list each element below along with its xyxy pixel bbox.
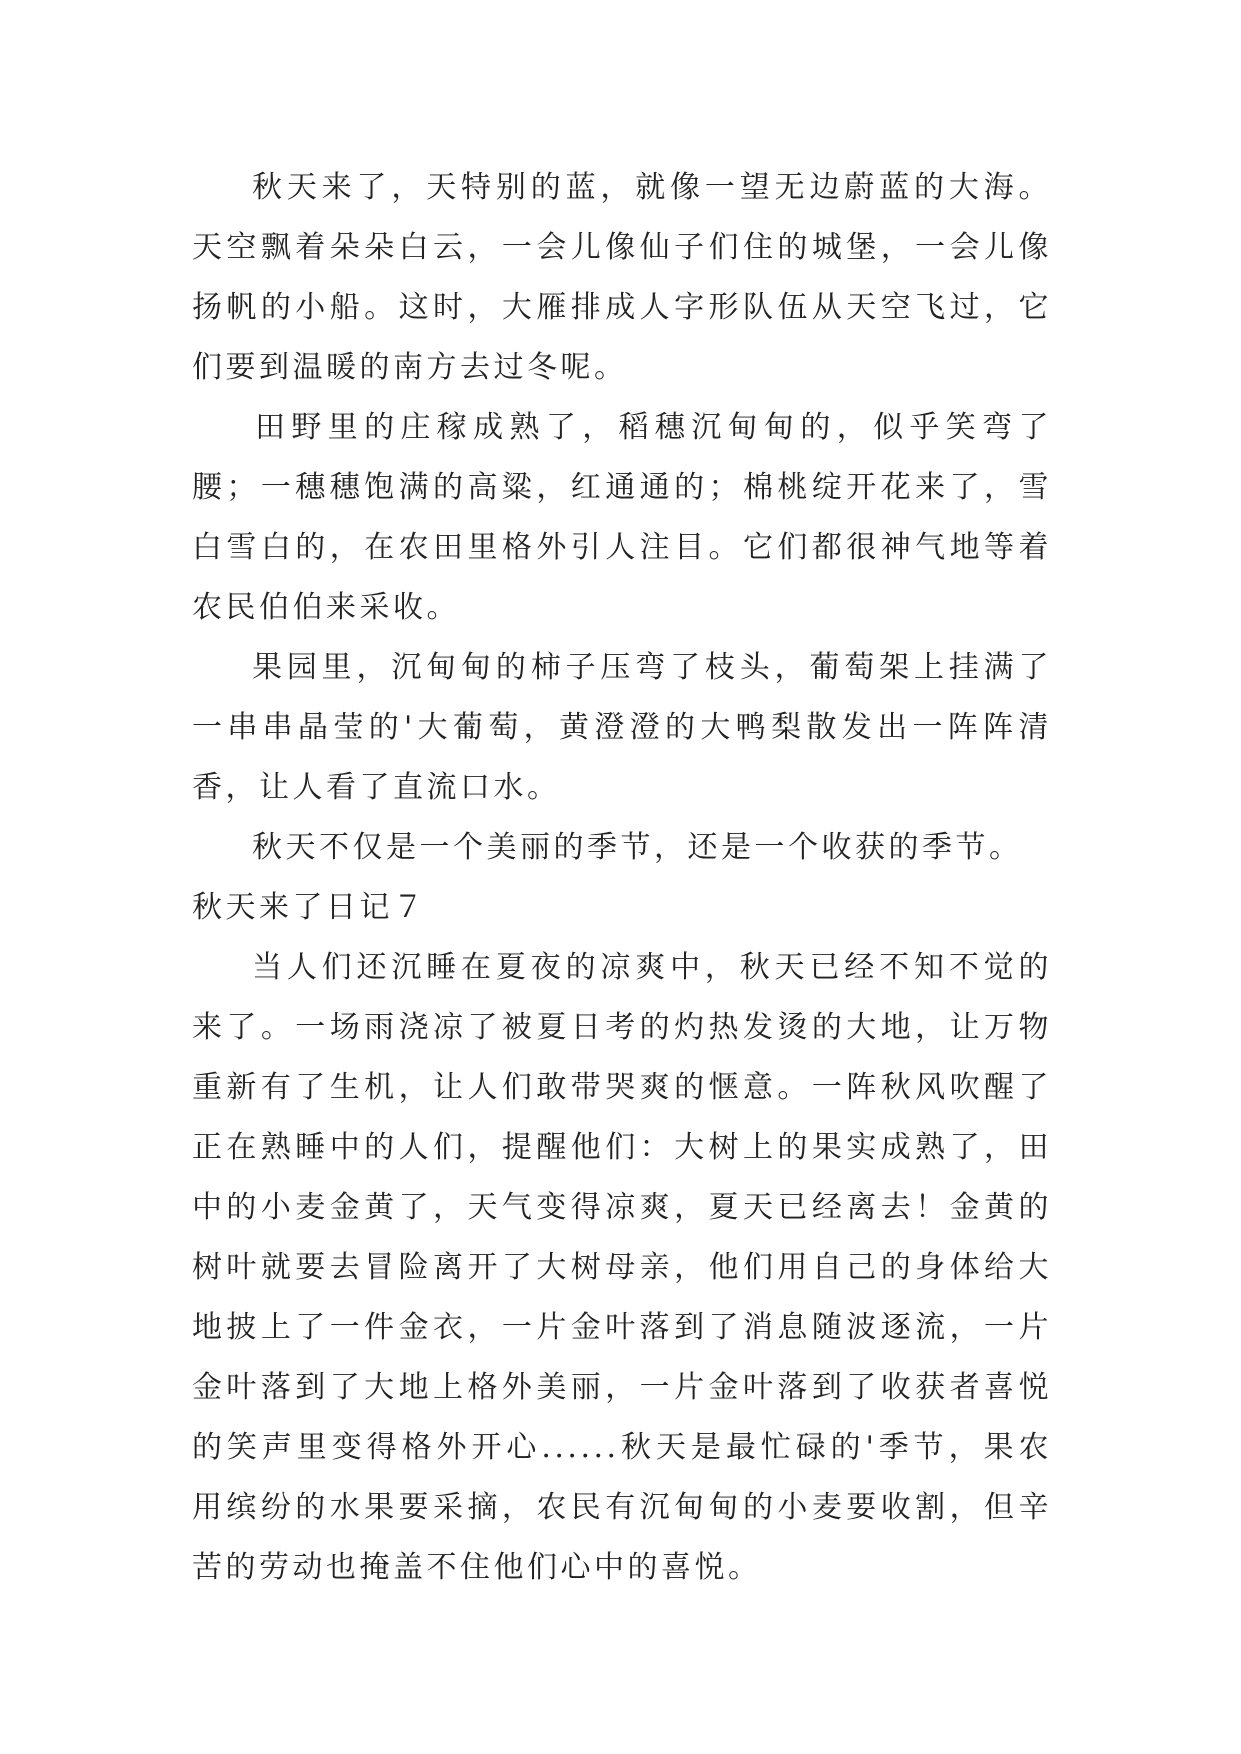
paragraph-autumn-arrives: 当人们还沉睡在夏夜的凉爽中，秋天已经不知不觉的来了。一场雨浇凉了被夏日考的灼热发烫的大地，让万物重新有了生机，让人们敢带哭爽的惬意。一阵秋风吹醒了正在熟睡中的人们，提醒他们：大树上的果实成熟了，田中的小麦金黄了，天气变得凉爽，夏天已经离去！金黄的树叶就要去冒险离开了大树母亲，他们用自己的身体给大地披上了一件金衣，一片金叶落到了消息随波逐流，一片金叶落到了大地上格外美丽，一片金叶落到了收获者喜悦的笑声里变得格外开心......秋天是最忙碌的'季节，果农用缤纷的水果要采摘，农民有沉甸甸的小麦要收割，但辛苦的劳动也掩盖不住他们心中的喜悦。 [192, 950, 1052, 1585]
paragraph-orchard: 果园里，沉甸甸的柿子压弯了枝头，葡萄架上挂满了一串串晶莹的'大葡萄，黄澄澄的大鸭梨散发出一阵阵清香，让人看了直流口水。 [192, 650, 1052, 805]
paragraph-autumn-sky: 秋天来了，天特别的蓝，就像一望无边蔚蓝的大海。天空飘着朵朵白云，一会儿像仙子们住的城堡，一会儿像扬帆的小船。这时，大雁排成人字形队伍从天空飞过，它们要到温暖的南方去过冬呢。 [192, 170, 1052, 385]
document-body [192, 158, 1052, 1598]
section-heading: 秋天来了日记７ [192, 890, 427, 925]
paragraph-harvest-season: 秋天不仅是一个美丽的季节，还是一个收获的季节。 [252, 830, 1023, 865]
paragraph-fields: 田野里的庄稼成熟了，稻穗沉甸甸的，似乎笑弯了腰；一穗穗饱满的高粱，红通通的；棉桃绽开花来了，雪白雪白的，在农田里格外引人注目。它们都很神气地等着农民伯伯来采收。 [192, 410, 1052, 625]
